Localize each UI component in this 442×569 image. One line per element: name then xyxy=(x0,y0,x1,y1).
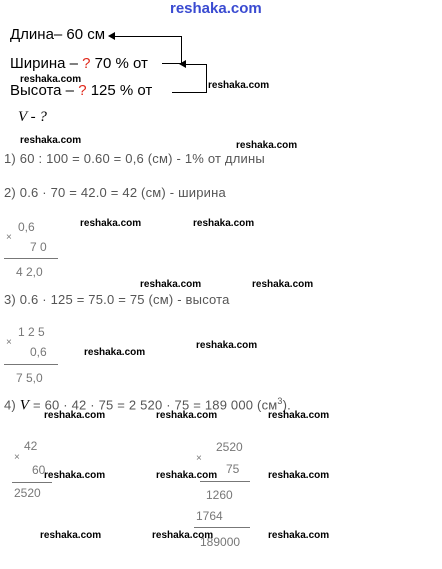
calc4-a: 2520 xyxy=(216,440,243,454)
step-4-end: ). xyxy=(282,397,291,413)
watermark: reshaka.com xyxy=(20,74,82,85)
calc4-bar1 xyxy=(200,481,250,482)
calc4-b: 75 xyxy=(226,462,240,476)
calc2-a: 1 2 5 xyxy=(18,325,45,339)
step-1: 1) 60 : 100 = 0.60 = 0,6 (см) - 1% от длины xyxy=(4,151,265,166)
calc2-sign: × xyxy=(6,337,12,348)
step-4-prefix: 4) xyxy=(4,397,20,413)
watermark: reshaka.com xyxy=(84,347,146,358)
watermark: reshaka.com xyxy=(80,218,142,229)
bracket2-bottom xyxy=(172,92,207,93)
calc1-result: 4 2,0 xyxy=(16,265,43,279)
watermark: reshaka.com xyxy=(193,218,255,229)
bracket2-right xyxy=(206,64,207,92)
calc2-bar xyxy=(4,364,58,365)
watermark: reshaka.com xyxy=(156,470,218,481)
watermark: reshaka.com xyxy=(152,530,214,541)
given-width xyxy=(10,55,148,72)
calc4-p2: 1764 xyxy=(196,509,223,523)
calc4-result: 189000 xyxy=(200,535,241,549)
step-4-rest: = 60 · 42 · 75 = 2 520 · 75 = 189 000 (см xyxy=(29,397,278,413)
calc1-bar xyxy=(4,258,58,259)
calc1-b: 7 0 xyxy=(30,240,47,254)
watermark: reshaka.com xyxy=(236,140,298,151)
calc1-a: 0,6 xyxy=(18,220,35,234)
given-height-label: Высота – xyxy=(10,82,79,99)
watermark: reshaka.com xyxy=(44,470,106,481)
step-4-var: V xyxy=(19,397,30,414)
bracket2-top xyxy=(185,64,207,65)
calc3-result: 2520 xyxy=(14,486,41,500)
calc4-p1: 1260 xyxy=(206,488,233,502)
calc1-sign: × xyxy=(6,232,12,243)
given-height-rest: 125 % от xyxy=(86,82,153,99)
given-width-label: Ширина – xyxy=(10,55,83,72)
watermark: reshaka.com xyxy=(268,410,330,421)
calc2-result: 7 5,0 xyxy=(16,371,43,385)
watermark: reshaka.com xyxy=(156,410,218,421)
watermark: reshaka.com xyxy=(208,80,270,91)
watermark: reshaka.com xyxy=(252,279,314,290)
watermark: reshaka.com xyxy=(40,530,102,541)
arrow-left-icon-2 xyxy=(179,60,186,68)
watermark: reshaka.com xyxy=(196,340,258,351)
watermark: reshaka.com xyxy=(20,135,82,146)
given-volume: V - ? xyxy=(18,109,47,125)
calc3-a: 42 xyxy=(24,439,38,453)
arrow-left-icon xyxy=(108,32,115,40)
site-title[interactable]: reshaka.com xyxy=(170,0,262,17)
given-width-rest: 70 % от xyxy=(90,55,148,72)
calc4-sign: × xyxy=(196,453,202,464)
step-3: 3) 0.6 · 125 = 75.0 = 75 (см) - высота xyxy=(4,292,230,307)
step-4-sup: 3 xyxy=(277,396,283,406)
watermark: reshaka.com xyxy=(44,410,106,421)
calc2-b: 0,6 xyxy=(30,345,47,359)
watermark: reshaka.com xyxy=(268,530,330,541)
given-length: Длина– 60 см xyxy=(10,26,106,43)
calc3-bar xyxy=(12,482,52,483)
watermark: reshaka.com xyxy=(140,279,202,290)
calc3-sign: × xyxy=(14,452,20,463)
calc3-b: 60 xyxy=(32,463,46,477)
given-width-question: ? xyxy=(82,55,91,72)
step-2: 2) 0.6 · 70 = 42.0 = 42 (см) - ширина xyxy=(4,185,226,200)
given-height-question: ? xyxy=(78,82,87,99)
watermark: reshaka.com xyxy=(268,470,330,481)
calc4-bar2 xyxy=(194,527,250,528)
bracket-top xyxy=(115,36,181,37)
